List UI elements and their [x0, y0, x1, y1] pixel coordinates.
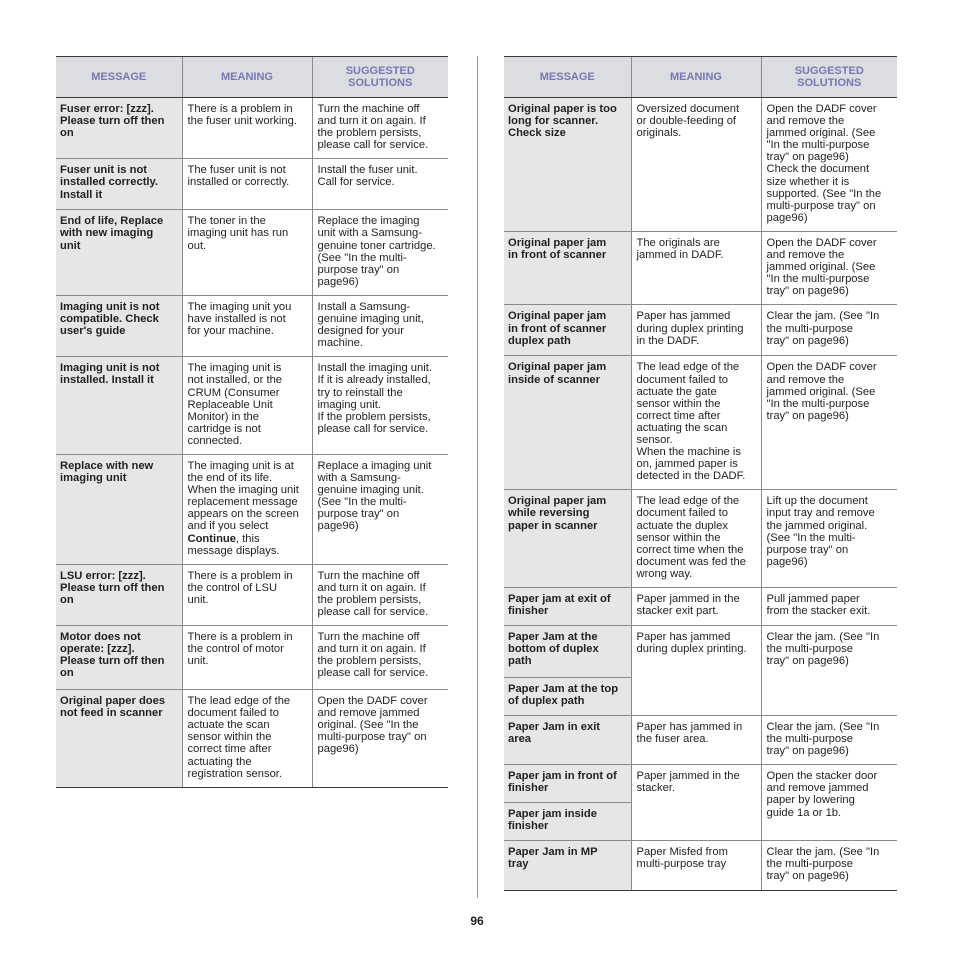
- error-table-left: [56, 56, 448, 788]
- message-cell: Motor does not operate: [zzz]. Please turn off then on: [56, 626, 182, 690]
- meaning-cell: The imaging unit you have installed is not for your machine.: [182, 295, 312, 356]
- message-cell: Original paper jam in front of scanner duplex path: [504, 305, 631, 356]
- meaning-cell: There is a problem in the fuser unit working.: [182, 98, 312, 159]
- meaning-cell: The lead edge of the document failed to actuate the duplex sensor within the correct time when the document was fed the wrong way.: [631, 490, 761, 588]
- table-row: [504, 588, 897, 626]
- meaning-cell: The originals are jammed in DADF.: [631, 231, 761, 304]
- meaning-cell: Paper Misfed from multi-purpose tray: [631, 841, 761, 890]
- table-row: [56, 626, 448, 690]
- solution-cell: Open the DADF cover and remove the jammed original. (See "In the multi-purpose tray" on page96) Check the document size whether it is supported. (See "In the multi-purpose tray" on page96): [761, 98, 897, 232]
- message-cell: Replace with new imaging unit: [56, 454, 182, 564]
- header-meaning: MEANING: [182, 57, 312, 98]
- table-row: [56, 98, 448, 159]
- meaning-cell: Paper has jammed during duplex printing in the DADF.: [631, 305, 761, 356]
- meaning-cell: The toner in the imaging unit has run out.: [182, 210, 312, 296]
- meaning-cell: The imaging unit is not installed, or the CRUM (Consumer Replaceable Unit Monitor) in the cartridge is not connected.: [182, 357, 312, 455]
- message-cell: Fuser error: [zzz]. Please turn off then on: [56, 98, 182, 159]
- header-meaning: MEANING: [631, 57, 761, 98]
- table-row: [56, 454, 448, 564]
- header-solutions: SUGGESTED SOLUTIONS: [312, 57, 448, 98]
- table-row: [504, 98, 897, 232]
- table-row: [56, 357, 448, 455]
- message-cell: End of life, Replace with new imaging unit: [56, 210, 182, 296]
- solution-cell: Lift up the document input tray and remove the jammed original. (See "In the multi- purpose tray" on page96): [761, 490, 897, 588]
- header-solutions: SUGGESTED SOLUTIONS: [761, 57, 897, 98]
- solution-cell: Replace the imaging unit with a Samsung- genuine toner cartridge. (See "In the multi- purpose tray" on page96): [312, 210, 448, 296]
- meaning-cell: The lead edge of the document failed to actuate the scan sensor within the correct time after actuating the registration sensor.: [182, 690, 312, 788]
- table-row: [504, 841, 897, 890]
- solution-cell: Open the stacker door and remove jammed paper by lowering guide 1a or 1b.: [761, 765, 897, 841]
- table-row: [56, 295, 448, 356]
- message-cell: Original paper jam inside of scanner: [504, 356, 631, 490]
- solution-cell: Open the DADF cover and remove jammed original. (See "In the multi-purpose tray" on page96): [312, 690, 448, 788]
- column-divider: [477, 56, 478, 898]
- solution-cell: Clear the jam. (See "In the multi-purpose tray" on page96): [761, 841, 897, 890]
- meaning-cell: Oversized document or double-feeding of originals.: [631, 98, 761, 232]
- message-cell: Imaging unit is not compatible. Check user's guide: [56, 295, 182, 356]
- solution-cell: Turn the machine off and turn it on again. If the problem persists, please call for service.: [312, 98, 448, 159]
- solution-cell: Clear the jam. (See "In the multi-purpose tray" on page96): [761, 305, 897, 356]
- solution-cell: Clear the jam. (See "In the multi-purpose tray" on page96): [761, 716, 897, 765]
- solution-cell: Replace a imaging unit with a Samsung- genuine imaging unit. (See "In the multi- purpose tray" on page96): [312, 454, 448, 564]
- header-message: MESSAGE: [56, 57, 182, 98]
- message-cell: Original paper is too long for scanner. Check size: [504, 98, 631, 232]
- page-number: 96: [470, 914, 484, 928]
- table-row: [504, 490, 897, 588]
- message-cell: Paper Jam at the bottom of duplex path: [504, 626, 631, 678]
- solution-cell: Turn the machine off and turn it on again. If the problem persists, please call for service.: [312, 626, 448, 690]
- meaning-cell: There is a problem in the control of motor unit.: [182, 626, 312, 690]
- solution-cell: Clear the jam. (See "In the multi-purpose tray" on page96): [761, 626, 897, 716]
- table-row: [56, 564, 448, 625]
- table-row: [56, 210, 448, 296]
- table-row: [56, 159, 448, 210]
- solution-cell: Install the fuser unit. Call for service.: [312, 159, 448, 210]
- table-row: [504, 356, 897, 490]
- solution-cell: Turn the machine off and turn it on again. If the problem persists, please call for service.: [312, 564, 448, 625]
- table-row: [504, 765, 897, 803]
- message-cell: Paper jam in front of finisher: [504, 765, 631, 803]
- meaning-cell: Paper has jammed during duplex printing.: [631, 626, 761, 716]
- message-cell: Fuser unit is not installed correctly. Install it: [56, 159, 182, 210]
- table-row: [56, 690, 448, 788]
- meaning-cell: Paper has jammed in the fuser area.: [631, 716, 761, 765]
- solution-cell: Open the DADF cover and remove the jammed original. (See "In the multi-purpose tray" on page96): [761, 231, 897, 304]
- header-message: MESSAGE: [504, 57, 631, 98]
- message-cell: Original paper does not feed in scanner: [56, 690, 182, 788]
- message-cell: Imaging unit is not installed. Install it: [56, 357, 182, 455]
- table-row: [504, 626, 897, 678]
- message-cell: Paper Jam in exit area: [504, 716, 631, 765]
- meaning-cell: There is a problem in the control of LSU unit.: [182, 564, 312, 625]
- solution-cell: Open the DADF cover and remove the jammed original. (See "In the multi-purpose tray" on page96): [761, 356, 897, 490]
- continue-label: Continue: [187, 532, 236, 545]
- solution-cell: Install the imaging unit. If it is already installed, try to reinstall the imaging unit. If the problem persists, please call for service.: [312, 357, 448, 455]
- message-cell: Paper Jam in MP tray: [504, 841, 631, 890]
- message-cell: LSU error: [zzz]. Please turn off then on: [56, 564, 182, 625]
- table-header-row: [56, 57, 448, 98]
- meaning-cell: The fuser unit is not installed or correctly.: [182, 159, 312, 210]
- message-cell: Original paper jam in front of scanner: [504, 231, 631, 304]
- error-table-right: [504, 56, 897, 891]
- solution-cell: Pull jammed paper from the stacker exit.: [761, 588, 897, 626]
- meaning-cell: The imaging unit is at the end of its life. When the imaging unit replacement message appears on the screen and if you select Continue, this message displays.: [182, 454, 312, 564]
- message-cell: Paper jam inside finisher: [504, 803, 631, 841]
- table-row: [504, 231, 897, 304]
- meaning-cell: Paper jammed in the stacker.: [631, 765, 761, 841]
- meaning-cell: Paper jammed in the stacker exit part.: [631, 588, 761, 626]
- meaning-cell: The lead edge of the document failed to actuate the gate sensor within the correct time after actuating the scan sensor. When the machine is on, jammed paper is detected in the DADF.: [631, 356, 761, 490]
- message-cell: Paper jam at exit of finisher: [504, 588, 631, 626]
- table-row: [504, 716, 897, 765]
- message-cell: Paper Jam at the top of duplex path: [504, 678, 631, 716]
- message-cell: Original paper jam while reversing paper in scanner: [504, 490, 631, 588]
- table-row: [504, 305, 897, 356]
- table-header-row: [504, 57, 897, 98]
- solution-cell: Install a Samsung- genuine imaging unit, designed for your machine.: [312, 295, 448, 356]
